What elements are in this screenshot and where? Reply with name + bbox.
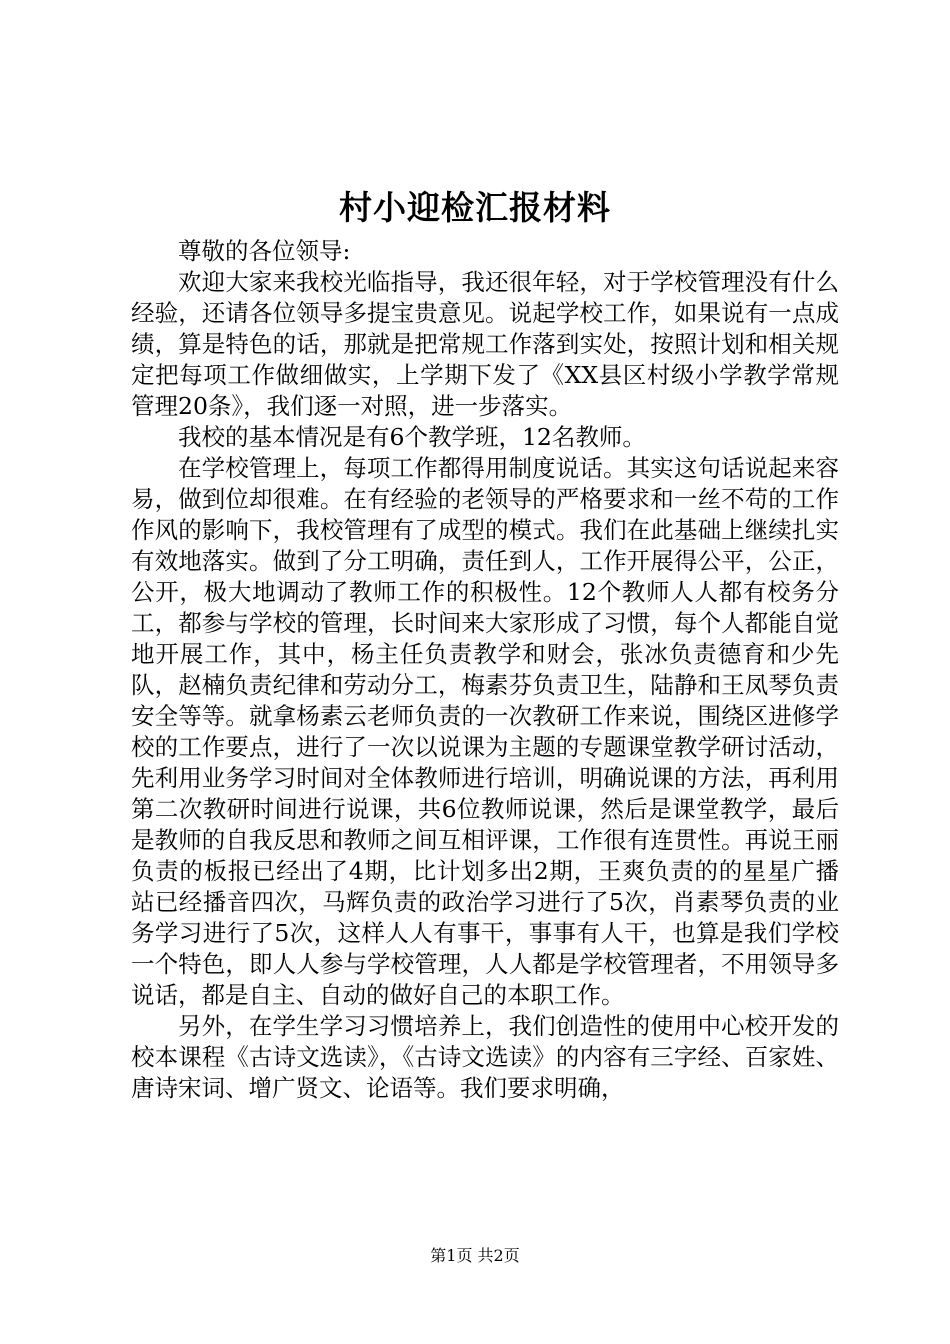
study-habits-paragraph: 另外，在学生学习习惯培养上，我们创造性的使用中心校开发的校本课程《古诗文选读》，《古诗文选读》的内容有三字经、百家姓、唐诗宋词、增广贤文、论语等。我们要求明确，	[131, 1012, 839, 1102]
welcome-paragraph: 欢迎大家来我校光临指导，我还很年轻，对于学校管理没有什么经验，还请各位领导多提宝贵意见。说起学校工作，如果说有一点成绩，算是特色的话，那就是把常规工作落到实处，按照计划和相关规定把每项工作做细做实，上学期下发了《XX县区村级小学教学常规管理20条》，我们逐一对照，进一步落实。	[131, 268, 839, 420]
salutation-paragraph: 尊敬的各位领导:	[178, 237, 351, 265]
management-paragraph: 在学校管理上，每项工作都得用制度说话。其实这句话说起来容易，做到位却很难。在有经验的老领导的严格要求和一丝不苟的工作作风的影响下，我校管理有了成型的模式。我们在此基础上继续扎实有效地落实。做到了分工明确，责任到人，工作开展得公平，公正，公开，极大地调动了教师工作的积极性。12个教师人人都有校务分工，都参与学校的管理，长时间来大家形成了习惯，每个人都能自觉地开展工作，其中，杨主任负责教学和财会，张冰负责德育和少先队，赵楠负责纪律和劳动分工，梅素芬负责卫生，陆静和王凤琴负责安全等等。就拿杨素云老师负责的一次教研工作来说，围绕区进修学校的工作要点，进行了一次以说课为主题的专题课堂教学研讨活动，先利用业务学习时间对全体教师进行培训，明确说课的方法，再利用第二次教研时间进行说课，共6位教师说课，然后是课堂教学，最后是教师的自我反思和教师之间互相评课，工作很有连贯性。再说王丽负责的板报已经出了4期，比计划多出2期，王爽负责的的星星广播站已经播音四次，马辉负责的政治学习进行了5次，肖素琴负责的业务学习进行了5次，这样人人有事干，事事有人干，也算是我们学校一个特色，即人人参与学校管理，人人都是学校管理者，不用领导多说话，都是自主、自动的做好自己的本职工作。	[131, 454, 839, 1009]
document-title: 村小迎检汇报材料	[339, 188, 611, 227]
page-number-footer: 第1页 共2页	[430, 1246, 520, 1265]
document-body	[131, 236, 839, 1104]
basic-info-paragraph: 我校的基本情况是有6个教学班，12名教师。	[178, 423, 646, 451]
